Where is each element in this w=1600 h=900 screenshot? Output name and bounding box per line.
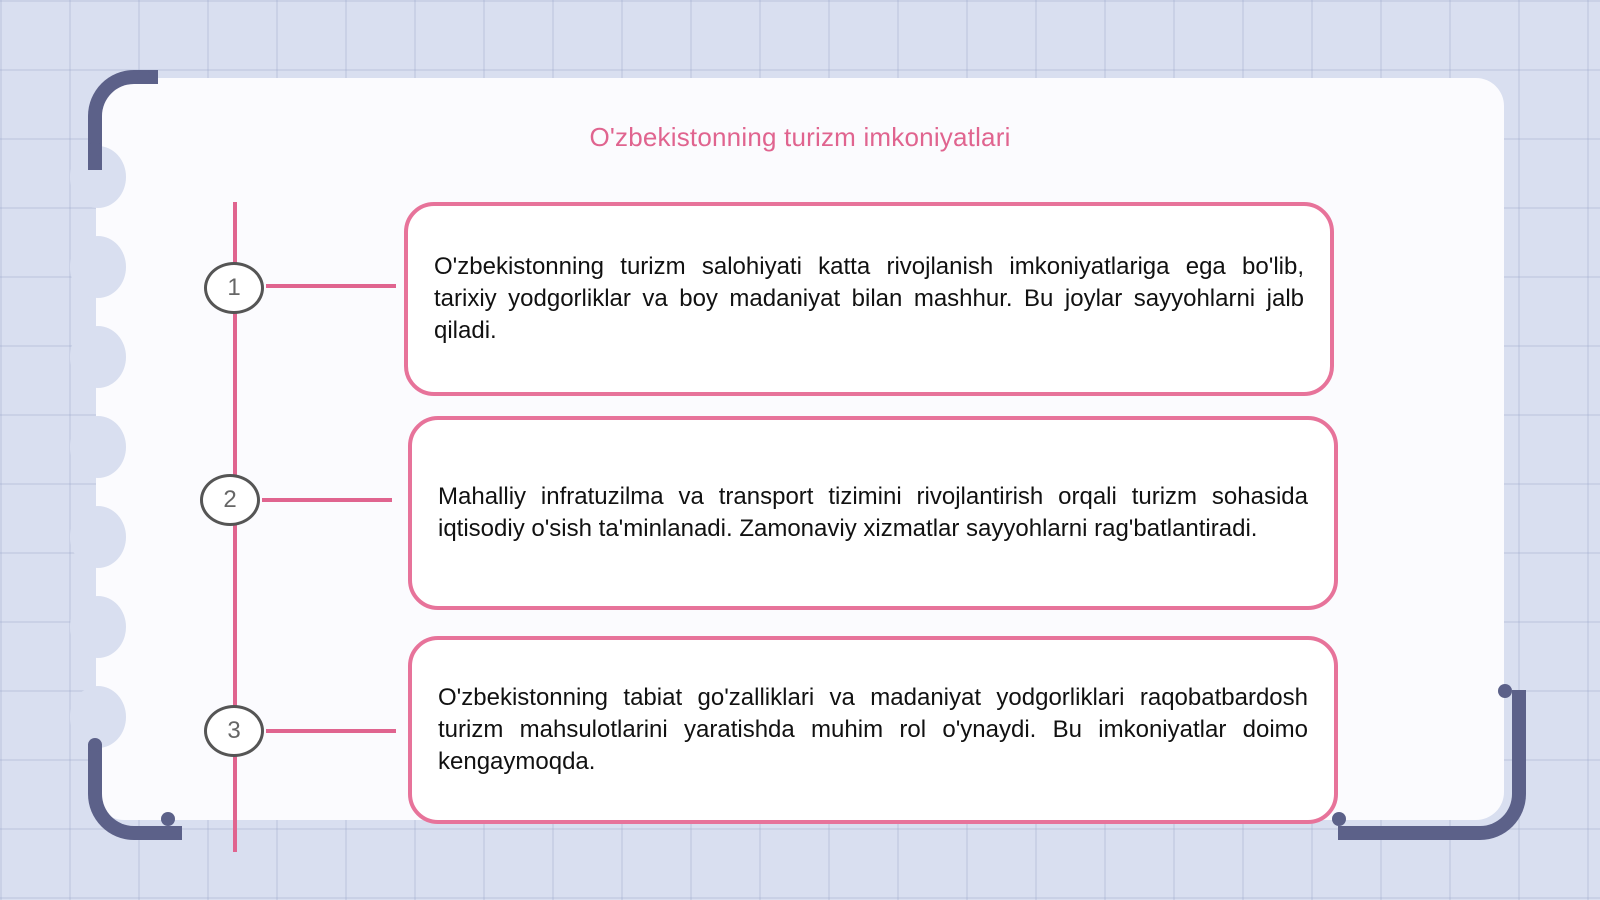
- info-box-2: [408, 416, 1338, 610]
- bracket-cap: [1498, 684, 1512, 698]
- info-text-3: O'zbekistonning tabiat go'zalliklari va madaniyat yodgorliklari raqobatbardosh turizm mahsulotlarini yaratishda muhim rol o'ynaydi. Bu imkoniyatlar doimo kengaymoqda.: [438, 684, 1308, 775]
- step-number-3: 3: [204, 705, 264, 757]
- step-number-1: 1: [204, 262, 264, 314]
- notebook-hole: [70, 596, 126, 658]
- info-text-2: Mahalliy infratuzilma va transport tizimini rivojlantirish orqali turizm sohasida iqtisodiy o'sish ta'minlanadi. Zamonaviy xizmatlar sayyohlarni rag'batlantiradi.: [438, 483, 1308, 542]
- notebook-hole: [70, 326, 126, 388]
- bracket-cap: [161, 812, 175, 826]
- bracket-cap: [137, 70, 151, 84]
- connector-1: [266, 284, 396, 288]
- info-box-1: [404, 202, 1334, 396]
- notebook-hole: [70, 236, 126, 298]
- slide-title: O'zbekistonning turizm imkoniyatlari: [589, 122, 1011, 152]
- notebook-hole: [70, 506, 126, 568]
- connector-2: [262, 498, 392, 502]
- info-text-1: O'zbekistonning turizm salohiyati katta rivojlanish imkoniyatlariga ega bo'lib, tarixiy yodgorliklar va boy madaniyat bilan mashhur. Bu joylar sayyohlarni jalb qiladi.: [434, 253, 1304, 344]
- bracket-cap: [1332, 812, 1346, 826]
- step-number-2: 2: [200, 474, 260, 526]
- info-box-3: [408, 636, 1338, 824]
- notebook-hole: [70, 416, 126, 478]
- corner-bracket-bottom-right: [1338, 690, 1526, 840]
- connector-3: [266, 729, 396, 733]
- bracket-cap: [88, 738, 102, 752]
